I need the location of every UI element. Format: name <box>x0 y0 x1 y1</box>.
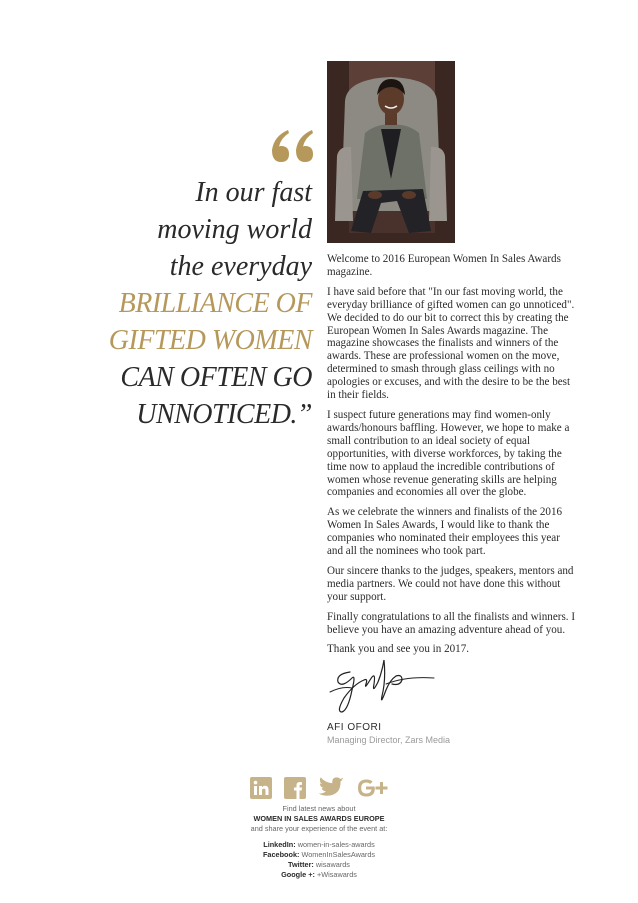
quote-line-highlight: GIFTED WOMEN <box>108 325 312 356</box>
author-title: Managing Director, Zars Media <box>327 735 451 745</box>
quote-line: In our fast <box>195 177 312 208</box>
footer <box>219 804 419 880</box>
editorial-letter <box>327 253 577 663</box>
letter-paragraph: As we celebrate the winners and finalists of the 2016 Women In Sales Awards, I would like to thank the companies who nominated their employees this year and all the nominees who took part. <box>327 506 563 558</box>
letter-paragraph: I suspect future generations may find women-only awards/honours baffling. However, we hope to make a small contribution to an ideal society of equal opportunities, with diverse workforces, by taking the time now to applaud the incredible contributions of women whose revenue generating skills are helping companies and economies all over the globe. <box>327 408 570 499</box>
footer-link-twitter[interactable] <box>219 860 419 870</box>
footer-link-label: Google +: <box>281 869 315 879</box>
facebook-icon[interactable] <box>283 776 307 805</box>
quote-line: UNNOTICED.” <box>136 399 312 430</box>
quote-line: moving world <box>157 214 312 245</box>
quote-line-highlight: BRILLIANCE OF <box>118 288 312 319</box>
signature <box>322 650 442 720</box>
google-plus-icon[interactable] <box>355 776 389 805</box>
letter-paragraph: I have said before that "In our fast moving world, the everyday brilliance of gifted women can go unnoticed". We decided to do our bit to correct this by creating the European Women In Sales Awards magazine. The magazine showcases the finalists and winners of the awards. These are professional women on the move, determined to smash through glass ceilings with no apologies or excuses, and with the desire to be the best in their fields. <box>327 285 575 402</box>
footer-outro: and share your experience of the event at: <box>250 823 388 833</box>
footer-link-label: Facebook: <box>262 850 300 860</box>
footer-link-value: +Wisawards <box>316 869 357 879</box>
portrait-photo <box>327 61 455 243</box>
quotation-mark-icon <box>268 128 314 164</box>
quote-line: the everyday <box>169 251 312 282</box>
letter-paragraph: Thank you and see you in 2017. <box>327 643 470 656</box>
twitter-icon[interactable] <box>317 776 345 805</box>
footer-link-facebook[interactable] <box>219 850 419 860</box>
letter-paragraph: Our sincere thanks to the judges, speakers, mentors and media partners. We could not have done this without your support. <box>327 564 574 603</box>
pull-quote <box>12 174 312 433</box>
footer-link-value: WomenInSalesAwards <box>301 850 376 860</box>
footer-link-label: LinkedIn: <box>263 840 296 850</box>
footer-brand: WOMEN IN SALES AWARDS EUROPE <box>253 813 385 823</box>
letter-paragraph: Finally congratulations to all the finalists and winners. I believe you have an amazing adventure ahead of you. <box>327 610 576 636</box>
footer-link-google-plus[interactable] <box>219 870 419 880</box>
footer-link-value: women-in-sales-awards <box>297 840 375 850</box>
social-icons <box>249 777 389 803</box>
quote-line: CAN OFTEN GO <box>120 362 312 393</box>
portrait-image <box>327 61 455 243</box>
linkedin-icon[interactable] <box>249 776 273 805</box>
letter-paragraph: Welcome to 2016 European Women In Sales Awards magazine. <box>327 253 561 278</box>
footer-link-label: Twitter: <box>288 859 314 869</box>
footer-link-value: wisawards <box>315 859 350 869</box>
footer-link-linkedin[interactable] <box>219 840 419 850</box>
footer-intro: Find latest news about <box>282 804 356 813</box>
author-name: AFI OFORI <box>327 722 382 733</box>
